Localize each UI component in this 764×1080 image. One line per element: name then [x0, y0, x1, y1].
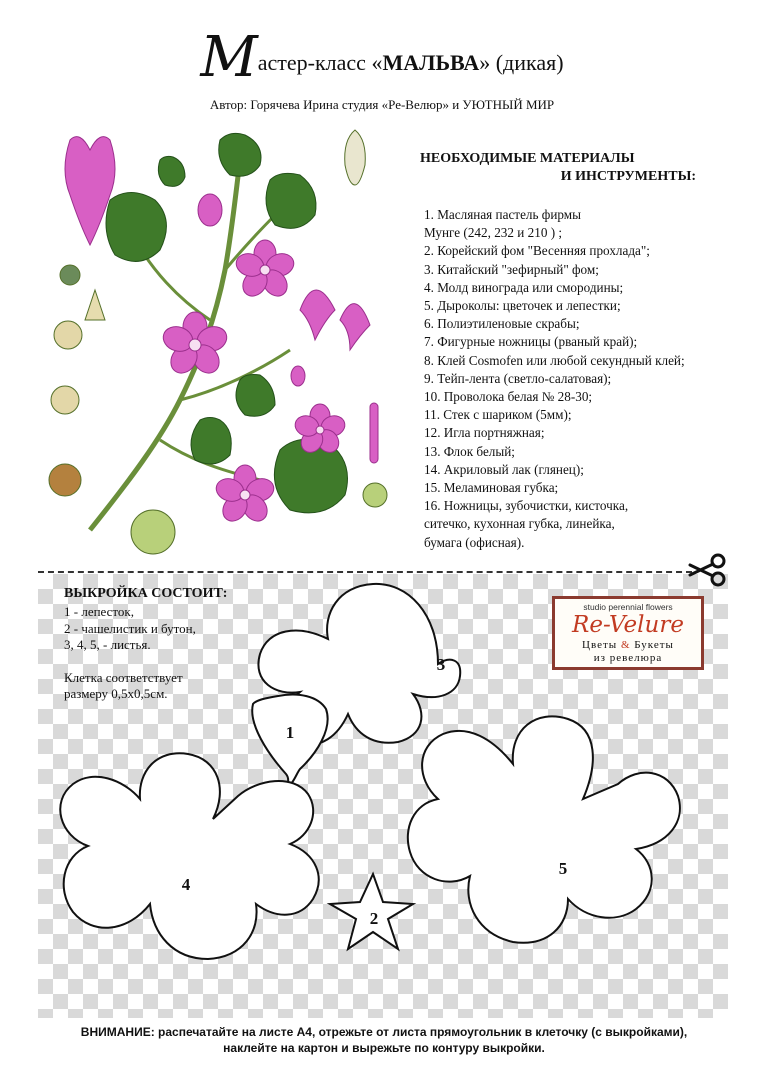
list-item: 9. Тейп-лента (светло-салатовая); [424, 370, 612, 386]
list-item: 3. Китайский "зефирный" фом; [424, 261, 599, 277]
footer-line2: наклейте на картон и вырежьте по контуру выкройки. [223, 1041, 545, 1055]
cut-line [38, 571, 692, 573]
title-initial: М [200, 25, 258, 90]
logo-tagline: studio perennial flowers [583, 602, 673, 612]
pattern-line-3: 3, 4, 5, - листья. [64, 637, 151, 652]
title-rest: астер-класс « [257, 50, 383, 75]
pattern-shape-4 [60, 753, 318, 959]
footer-line1: распечатайте на листе А4, отрежьте от листа прямоугольник в клеточку (с выкройками), [154, 1025, 688, 1039]
list-item: 13. Флок белый; [424, 443, 515, 459]
studio-logo [552, 596, 704, 670]
list-item: 4. Молд винограда или смородины; [424, 279, 624, 295]
pattern-shape-1 [252, 695, 327, 790]
author-line: Автор: Горячева Ирина студия «Ре-Велюр» и УЮТНЫЙ МИР [209, 97, 555, 112]
list-item: 12. Игла портняжная; [424, 425, 545, 441]
list-item: 8. Клей Cosmofen или любой секундный клей; [424, 352, 685, 368]
list-item: 16. Ножницы, зубочистки, кисточка, [424, 498, 629, 514]
list-item: бумага (офисная). [424, 534, 525, 550]
pattern-note-1: Клетка соответствует [64, 669, 183, 685]
title-suffix: (дикая) [490, 50, 564, 75]
title-close: » [479, 50, 491, 75]
list-item: ситечко, кухонная губка, линейка, [424, 516, 615, 532]
pattern-line-2: 2 - чашелистик и бутон, [64, 620, 196, 636]
pattern-line-1: 1 - лепесток, [64, 604, 134, 619]
pattern-shape-5 [408, 716, 680, 942]
materials-heading-line2: И ИНСТРУМЕНТЫ: [560, 169, 696, 184]
title-bold: МАЛЬВА [382, 50, 480, 75]
list-item: Мунге (242, 232 и 210 ) ; [424, 225, 563, 241]
shape-label-3: 3 [436, 655, 446, 674]
footer-note [40, 1024, 728, 1056]
list-item: 5. Дыроколы: цветочек и лепестки; [424, 298, 621, 314]
materials-heading [420, 150, 710, 186]
materials-list [424, 206, 744, 552]
list-item: 14. Акриловый лак (глянец); [424, 461, 584, 477]
list-item: 15. Меламиновая губка; [424, 480, 559, 496]
pattern-heading: ВЫКРОЙКА СОСТОИТ: [64, 586, 228, 601]
shape-label-1: 1 [285, 723, 295, 742]
footer-bold-lead: ВНИМАНИЕ: [80, 1025, 155, 1039]
logo-bottom-line2: из ревелюра [593, 652, 663, 664]
pattern-note-2: размеру 0,5х0,5см. [64, 686, 168, 701]
page-title [0, 25, 764, 90]
shape-label-4: 4 [181, 875, 191, 894]
shape-label-2: 2 [369, 909, 379, 928]
logo-main: Re-Velure [572, 612, 684, 638]
list-item: 6. Полиэтиленовые скрабы; [424, 316, 580, 332]
logo-bottom-line1: Цветы & Букеты [582, 639, 674, 651]
list-item: 7. Фигурные ножницы (рваный край); [424, 334, 638, 350]
materials-heading-line1: НЕОБХОДИМЫЕ МАТЕРИАЛЫ [420, 151, 635, 166]
list-item: 1. Масляная пастель фирмы [424, 207, 582, 222]
list-item: 2. Корейский фом "Весенняя прохлада"; [424, 243, 650, 259]
pattern-description [64, 604, 284, 703]
shape-label-5: 5 [558, 859, 568, 878]
list-item: 10. Проволока белая № 28-30; [424, 389, 593, 405]
list-item: 11. Стек с шариком (5мм); [424, 407, 572, 423]
mallow-botanical-illustration [40, 120, 400, 560]
